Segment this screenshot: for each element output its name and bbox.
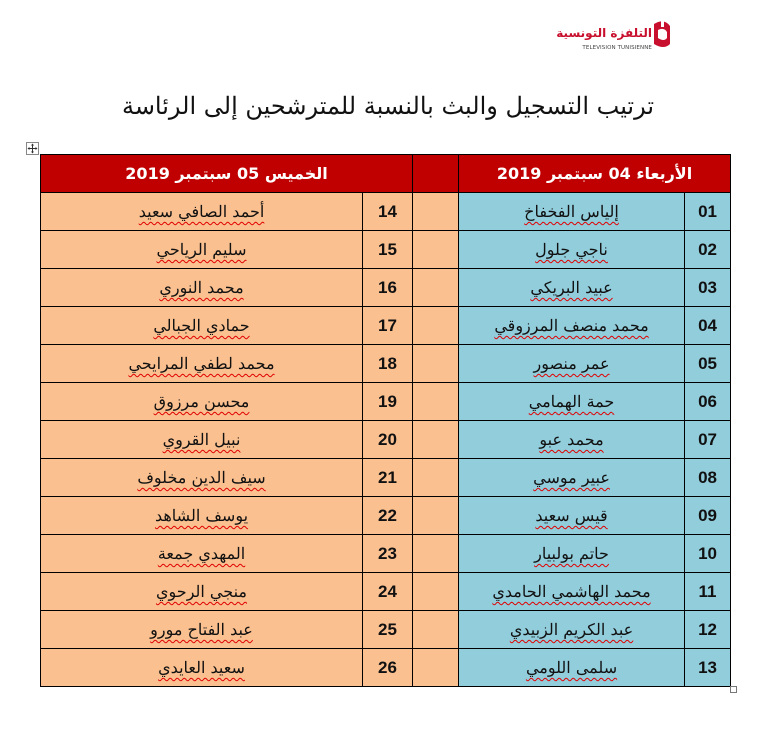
table-row xyxy=(41,193,731,231)
candidate-name-text: عبير موسي xyxy=(533,468,610,487)
candidate-name-text: سلمى اللومي xyxy=(525,658,618,677)
candidate-name-text: عبد الكريم الزبيدي xyxy=(509,620,634,639)
candidate-number-thursday: 17 xyxy=(363,307,413,345)
candidate-name-thursday xyxy=(41,307,363,345)
candidate-number-thursday: 18 xyxy=(363,345,413,383)
candidate-name-text: محمد منصف المرزوقي xyxy=(494,316,649,335)
candidate-number-thursday: 26 xyxy=(363,649,413,687)
candidate-name-text: محمد النوري xyxy=(159,278,244,297)
candidate-name-wednesday xyxy=(459,459,685,497)
candidate-number-wednesday: 01 xyxy=(685,193,731,231)
candidate-name-text: سيف الدين مخلوف xyxy=(137,468,266,487)
candidate-name-thursday xyxy=(41,383,363,421)
candidate-name-wednesday xyxy=(459,307,685,345)
header-thursday: الخميس 05 سبتمبر 2019 xyxy=(41,155,413,193)
candidate-name-text: أحمد الصافي سعيد xyxy=(138,202,265,221)
column-gap xyxy=(413,459,459,497)
table-row xyxy=(41,459,731,497)
candidate-name-thursday xyxy=(41,231,363,269)
candidate-name-wednesday xyxy=(459,649,685,687)
table-header-row xyxy=(41,155,731,193)
column-gap xyxy=(413,193,459,231)
candidate-number-wednesday: 10 xyxy=(685,535,731,573)
schedule-table xyxy=(40,154,731,687)
column-gap xyxy=(413,383,459,421)
table-row xyxy=(41,535,731,573)
candidate-name-text: محمد الهاشمي الحامدي xyxy=(492,582,651,601)
candidate-number-thursday: 15 xyxy=(363,231,413,269)
candidate-name-text: نبيل القروي xyxy=(162,430,241,449)
candidate-name-thursday xyxy=(41,269,363,307)
table-row xyxy=(41,611,731,649)
candidate-name-wednesday xyxy=(459,611,685,649)
table-row xyxy=(41,649,731,687)
tv-logo xyxy=(556,14,670,58)
candidate-name-wednesday xyxy=(459,193,685,231)
candidate-name-wednesday xyxy=(459,383,685,421)
candidate-name-text: عبيد البريكي xyxy=(530,278,613,297)
candidate-name-thursday xyxy=(41,421,363,459)
candidate-name-thursday xyxy=(41,193,363,231)
candidate-name-text: عمر منصور xyxy=(533,354,610,373)
column-gap xyxy=(413,573,459,611)
candidate-name-text: سليم الرياحي xyxy=(156,240,247,259)
candidate-name-thursday xyxy=(41,535,363,573)
candidate-name-wednesday xyxy=(459,269,685,307)
candidate-number-wednesday: 11 xyxy=(685,573,731,611)
candidate-number-thursday: 20 xyxy=(363,421,413,459)
table-row xyxy=(41,573,731,611)
candidate-name-thursday xyxy=(41,459,363,497)
table-row xyxy=(41,231,731,269)
candidate-number-thursday: 21 xyxy=(363,459,413,497)
column-gap xyxy=(413,345,459,383)
column-gap xyxy=(413,611,459,649)
candidate-number-wednesday: 08 xyxy=(685,459,731,497)
logo-mark-icon xyxy=(652,18,672,50)
table-row xyxy=(41,345,731,383)
candidate-name-thursday xyxy=(41,573,363,611)
candidate-number-wednesday: 05 xyxy=(685,345,731,383)
candidate-name-text: محمد لطفي المرايحي xyxy=(128,354,275,373)
candidate-number-wednesday: 09 xyxy=(685,497,731,535)
candidate-number-wednesday: 04 xyxy=(685,307,731,345)
candidate-number-thursday: 23 xyxy=(363,535,413,573)
candidate-name-text: ناجي جلول xyxy=(535,240,608,259)
candidate-name-wednesday xyxy=(459,421,685,459)
header-wednesday: الأربعاء 04 سبتمبر 2019 xyxy=(459,155,731,193)
logo-arabic-text: التلفزة التونسية xyxy=(556,26,652,40)
candidate-name-text: عبد الفتاح مورو xyxy=(150,620,253,639)
column-gap xyxy=(413,307,459,345)
candidate-name-text: محمد عبو xyxy=(539,430,604,449)
candidate-number-wednesday: 02 xyxy=(685,231,731,269)
candidate-name-text: سعيد العايدي xyxy=(158,658,245,677)
candidate-number-thursday: 25 xyxy=(363,611,413,649)
table-row xyxy=(41,497,731,535)
candidate-number-wednesday: 12 xyxy=(685,611,731,649)
table-row xyxy=(41,383,731,421)
candidate-name-thursday xyxy=(41,345,363,383)
candidate-name-text: قيس سعيد xyxy=(535,506,608,525)
candidate-number-wednesday: 03 xyxy=(685,269,731,307)
candidate-name-text: منجي الرحوي xyxy=(156,582,247,601)
table-resize-handle[interactable] xyxy=(730,686,737,693)
candidate-name-text: إلياس الفخفاخ xyxy=(524,202,619,221)
column-gap xyxy=(413,649,459,687)
candidate-number-thursday: 22 xyxy=(363,497,413,535)
candidate-name-text: يوسف الشاهد xyxy=(154,506,249,525)
candidate-name-thursday xyxy=(41,611,363,649)
table-row xyxy=(41,269,731,307)
column-gap xyxy=(413,421,459,459)
candidate-number-thursday: 19 xyxy=(363,383,413,421)
candidate-number-wednesday: 13 xyxy=(685,649,731,687)
candidate-number-thursday: 24 xyxy=(363,573,413,611)
table-move-handle-icon[interactable] xyxy=(26,142,39,155)
column-gap xyxy=(413,269,459,307)
logo-english-text: TELEVISION TUNISIENNE xyxy=(582,45,652,51)
column-gap xyxy=(413,535,459,573)
table-row xyxy=(41,307,731,345)
candidate-name-wednesday xyxy=(459,497,685,535)
candidate-name-wednesday xyxy=(459,345,685,383)
candidate-number-thursday: 14 xyxy=(363,193,413,231)
candidate-name-text: حمادي الجبالي xyxy=(153,316,250,335)
candidate-name-text: محسن مرزوق xyxy=(153,392,250,411)
table-row xyxy=(41,421,731,459)
candidate-number-thursday: 16 xyxy=(363,269,413,307)
page-title: ترتيب التسجيل والبث بالنسبة للمترشحين إلى الرئاسة xyxy=(121,92,655,120)
candidate-name-text: حاتم بولبيار xyxy=(534,544,609,563)
candidate-name-wednesday xyxy=(459,231,685,269)
candidate-name-wednesday xyxy=(459,535,685,573)
candidate-number-wednesday: 07 xyxy=(685,421,731,459)
candidate-name-thursday xyxy=(41,649,363,687)
candidate-name-text: المهدي جمعة xyxy=(157,544,246,563)
candidate-name-wednesday xyxy=(459,573,685,611)
candidate-number-wednesday: 06 xyxy=(685,383,731,421)
header-gap xyxy=(413,155,459,193)
column-gap xyxy=(413,231,459,269)
candidate-name-thursday xyxy=(41,497,363,535)
column-gap xyxy=(413,497,459,535)
candidate-name-text: حمة الهمامي xyxy=(528,392,615,411)
